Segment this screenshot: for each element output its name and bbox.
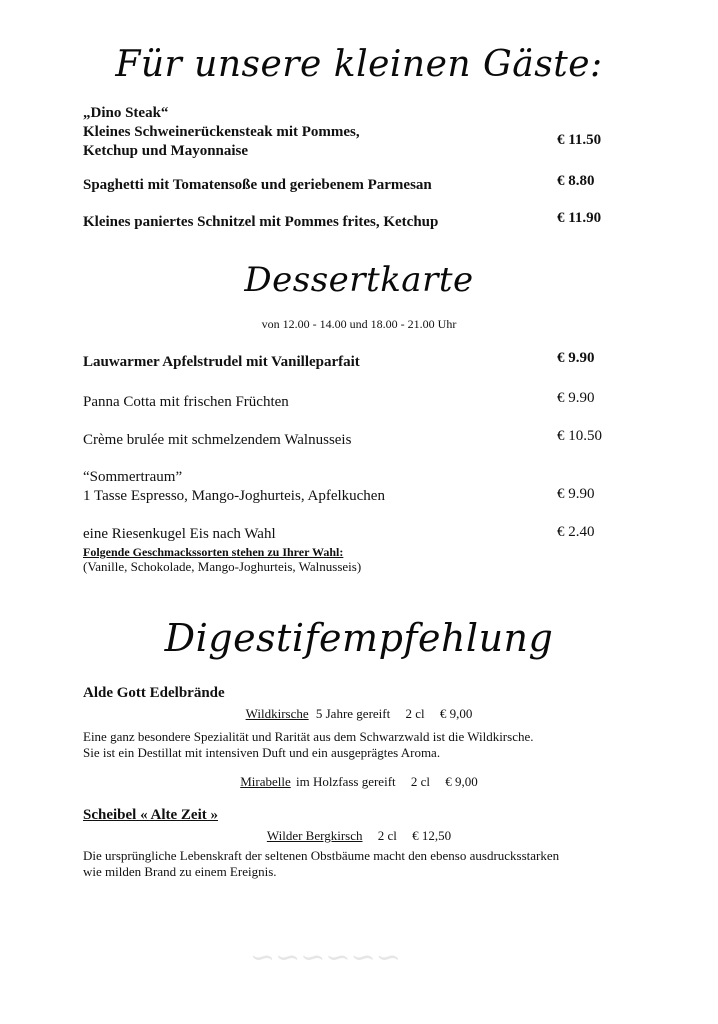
mirabelle-name: Mirabelle <box>240 774 291 789</box>
bergkirsch-description <box>83 848 643 880</box>
wildkirsche-desc-line-1: Eine ganz besondere Spezialität und Rarität aus dem Schwarzwald ist die Wildkirsche. <box>83 729 534 744</box>
kids-title: Für unsere kleinen Gäste: <box>115 44 603 85</box>
sommertraum-line-1: “Sommertraum” <box>83 469 183 485</box>
kids-item-schnitzel: Kleines paniertes Schnitzel mit Pommes frites, Ketchup <box>83 214 439 230</box>
dessert-item-strudel: Lauwarmer Apfelstrudel mit Vanilleparfait <box>83 354 360 370</box>
wildkirsche-detail: 5 Jahre gereift <box>315 706 391 721</box>
bergkirsch-line <box>0 828 718 844</box>
bergkirsch-size: 2 cl <box>377 828 397 843</box>
wildkirsche-name: Wildkirsche <box>245 706 309 721</box>
dessert-item-creme-brulee: Crème brulée mit schmelzendem Walnusseis <box>83 432 352 448</box>
kids-price-dino: € 11.50 <box>557 132 602 148</box>
mirabelle-size: 2 cl <box>410 774 431 789</box>
dessert-price-eis: € 2.40 <box>557 524 595 540</box>
dessert-price-strudel: € 9.90 <box>557 350 595 366</box>
dessert-price-sommertraum: € 9.90 <box>557 486 595 502</box>
bergkirsch-desc-line-1: Die ursprüngliche Lebenskraft der seltenen Obstbäume macht den ebenso ausdrucksstarken <box>83 848 560 863</box>
mirabelle-price: € 9,00 <box>445 774 478 789</box>
flavors-list: (Vanille, Schokolade, Mango-Joghurteis, Walnusseis) <box>83 559 362 574</box>
mirabelle-detail: im Holzfass gereift <box>296 774 396 789</box>
kids-price-spaghetti: € 8.80 <box>557 173 595 189</box>
dino-line-2: Kleines Schweinerückensteak mit Pommes, <box>83 124 360 140</box>
show-through-decoration: ~~~~~~ <box>250 940 401 975</box>
flavors-heading: Folgende Geschmackssorten stehen zu Ihrer Wahl: <box>83 545 344 559</box>
wildkirsche-price: € 9,00 <box>439 706 473 721</box>
dessert-price-creme-brulee: € 10.50 <box>557 428 602 444</box>
dino-line-1: „Dino Steak“ <box>83 105 169 121</box>
dessert-item-eis: eine Riesenkugel Eis nach Wahl <box>83 526 276 542</box>
wildkirsche-desc-line-2: Sie ist ein Destillat mit intensiven Duft und ein ausgeprägtes Aroma. <box>83 745 441 760</box>
dino-line-3: Ketchup und Mayonnaise <box>83 143 249 159</box>
wildkirsche-line <box>0 706 718 722</box>
kids-item-spaghetti: Spaghetti mit Tomatensoße und geriebenem Parmesan <box>83 177 432 193</box>
bergkirsch-name: Wilder Bergkirsch <box>266 828 363 843</box>
dessert-price-panna-cotta: € 9.90 <box>557 390 595 406</box>
wildkirsche-size: 2 cl <box>405 706 425 721</box>
mirabelle-line <box>0 774 718 790</box>
alde-gott-heading: Alde Gott Edelbrände <box>83 685 225 701</box>
digestif-title: Digestifempfehlung <box>164 616 554 660</box>
wildkirsche-description <box>83 729 623 761</box>
scheibel-heading: Scheibel « Alte Zeit » <box>83 807 218 823</box>
dessert-title: Dessertkarte <box>244 260 474 300</box>
dessert-item-panna-cotta: Panna Cotta mit frischen Früchten <box>83 394 289 410</box>
bergkirsch-desc-line-2: wie milden Brand zu einem Ereignis. <box>83 864 277 879</box>
kids-price-schnitzel: € 11.90 <box>557 210 602 226</box>
sommertraum-line-2: 1 Tasse Espresso, Mango-Joghurteis, Apfelkuchen <box>83 488 385 504</box>
dessert-hours: von 12.00 - 14.00 und 18.00 - 21.00 Uhr <box>261 317 457 331</box>
bergkirsch-price: € 12,50 <box>412 828 452 843</box>
